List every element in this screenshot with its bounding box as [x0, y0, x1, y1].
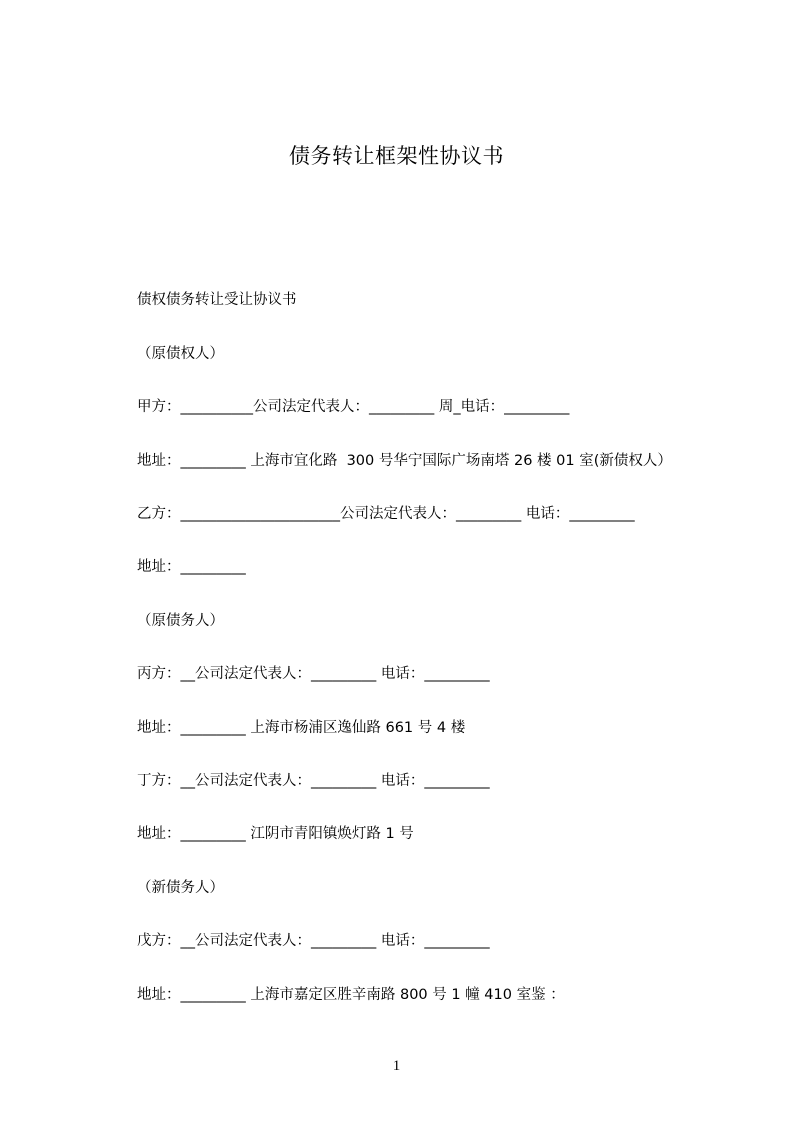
- party-a-line: 甲方：__________公司法定代表人：_________ 周_电话：_________: [137, 399, 570, 415]
- subtitle-line: 债权债务转让受让协议书: [137, 292, 297, 308]
- party-c-line: 丙方：__公司法定代表人：_________ 电话：_________: [137, 666, 490, 682]
- party-a-address-line: 地址：_________ 上海市宜化路 300 号华宁国际广场南塔 26 楼 01 室(新债权人）: [137, 453, 672, 469]
- original-debtor-heading: （原债务人）: [137, 613, 224, 629]
- party-e-address-line: 地址：_________ 上海市嘉定区胜辛南路 800 号 1 幢 410 室鉴 ：: [137, 987, 565, 1003]
- party-b-address-line: 地址：_________: [137, 559, 246, 575]
- document-title: 债务转让框架性协议书: [289, 144, 504, 168]
- page-number: 1: [392, 1058, 401, 1074]
- original-creditor-heading: （原债权人）: [137, 346, 224, 362]
- party-c-address-line: 地址：_________ 上海市杨浦区逸仙路 661 号 4 楼: [137, 720, 466, 736]
- new-debtor-heading: （新债务人）: [137, 880, 224, 896]
- party-b-line: 乙方：______________________公司法定代表人：_________ 电话：_________: [137, 506, 635, 522]
- party-e-line: 戊方：__公司法定代表人：_________ 电话：_________: [137, 933, 490, 949]
- party-d-address-line: 地址：_________ 江阴市青阳镇焕灯路 1 号: [137, 826, 414, 842]
- party-d-line: 丁方：__公司法定代表人：_________ 电话：_________: [137, 773, 490, 789]
